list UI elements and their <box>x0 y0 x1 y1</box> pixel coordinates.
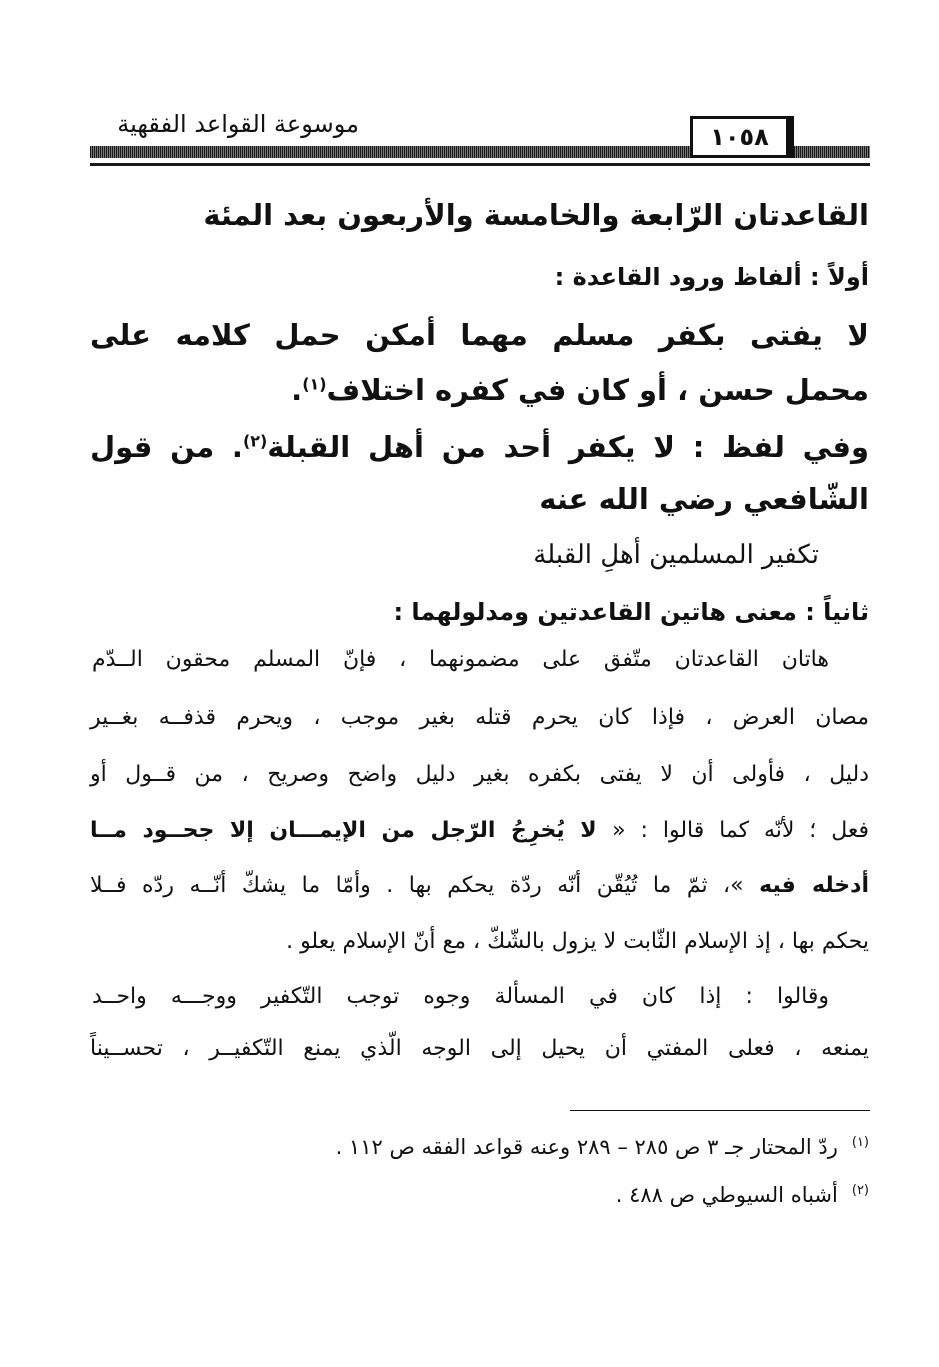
paragraph-1-line-2: مصان العرض ، فإذا كان يحرم قتله بغير موجب ، ويحرم قذفــه بغــير <box>90 705 869 730</box>
first-heading: أولاً : ألفاظ ورود القاعدة : <box>554 263 869 291</box>
paragraph-1-line-5-text: »، ثمّ ما تُيُقّن أنّه ردّة يحكم بها . وأمّا ما يشكّ أنّــه ردّه فــلا <box>90 873 760 898</box>
quoted-maxim: لا يُخرِجُ الرّجل من الإيمـــان إلا جحــود مــا <box>90 818 613 843</box>
footnote-rule <box>570 1110 870 1111</box>
footnote-1-text: ردّ المحتار جـ ٣ ص ٢٨٥ – ٢٨٩ وعنه قواعد الفقه ص ١١٢ . <box>335 1135 838 1159</box>
paragraph-2-line-2: يمنعه ، فعلى المفتي أن يحيل إلى الوجه الّذي يمنع التّكفيــر ، تحســيناً <box>90 1036 869 1061</box>
paragraph-1-line-4 <box>90 818 869 843</box>
rule-line-2-text: محمل حسن ، أو كان في كفره اختلاف <box>326 373 869 407</box>
rule-line-3-text: وفي لفظ : لا يكفر أحد من أهل القبلة <box>267 430 869 464</box>
footnote-ref-1: (١) <box>302 374 327 394</box>
paragraph-1-line-6: يحكم بها ، إذ الإسلام الثّابت لا يزول بالشّكّ ، مع أنّ الإسلام يعلو . <box>286 929 869 954</box>
footnote-1-mark: (١) <box>851 1135 869 1150</box>
footnote-ref-2: (٢) <box>242 431 268 451</box>
footnote-2 <box>616 1183 869 1207</box>
paragraph-1-line-4-text: فعل ؛ لأنّه كما قالوا : « <box>612 818 869 843</box>
rule-line-4: الشّافعي رضي الله عنه <box>539 482 869 516</box>
running-title: موسوعة القواعد الفقهية <box>117 110 359 138</box>
header-rule-thin <box>90 163 870 166</box>
second-heading: ثانياً : معنى هاتين القاعدتين ومدلولهما : <box>393 598 869 626</box>
footnote-2-mark: (٢) <box>851 1183 869 1198</box>
footnote-1 <box>336 1135 869 1159</box>
rule-line-2 <box>291 373 869 407</box>
rule-line-2-end: . <box>291 373 303 407</box>
page-number-text: ١٠٥٨ <box>710 123 769 151</box>
section-title: القاعدتان الرّابعة والخامسة والأربعون بعد المئة <box>203 198 869 232</box>
paragraph-1-line-5 <box>90 873 869 898</box>
rule-line-1: لا يفتى بكفر مسلم مهما أمكن حمل كلامه على <box>90 318 869 352</box>
rule-line-3-end: . من قول <box>90 430 243 464</box>
quoted-maxim-end: أدخله فيه <box>759 873 869 898</box>
paragraph-1-line-3: دليل ، فأولى أن لا يفتى بكفره بغير دليل واضح وصريح ، من قــول أو <box>90 762 869 787</box>
paragraph-1-line-1: هاتان القاعدتان متّفق على مضمونهما ، فإنّ المسلم محقون الــدّم <box>92 647 829 672</box>
rule-line-3 <box>90 430 869 464</box>
page-number <box>690 116 794 158</box>
paragraph-2-line-1: وقالوا : إذا كان في المسألة وجوه توجب التّكفير ووجـــه واحــد <box>92 984 829 1009</box>
footnote-2-text: أشباه السيوطي ص ٤٨٨ . <box>615 1183 838 1207</box>
calligraphy-caption: تكفير المسلمين أهلِ القبلة <box>533 540 819 570</box>
